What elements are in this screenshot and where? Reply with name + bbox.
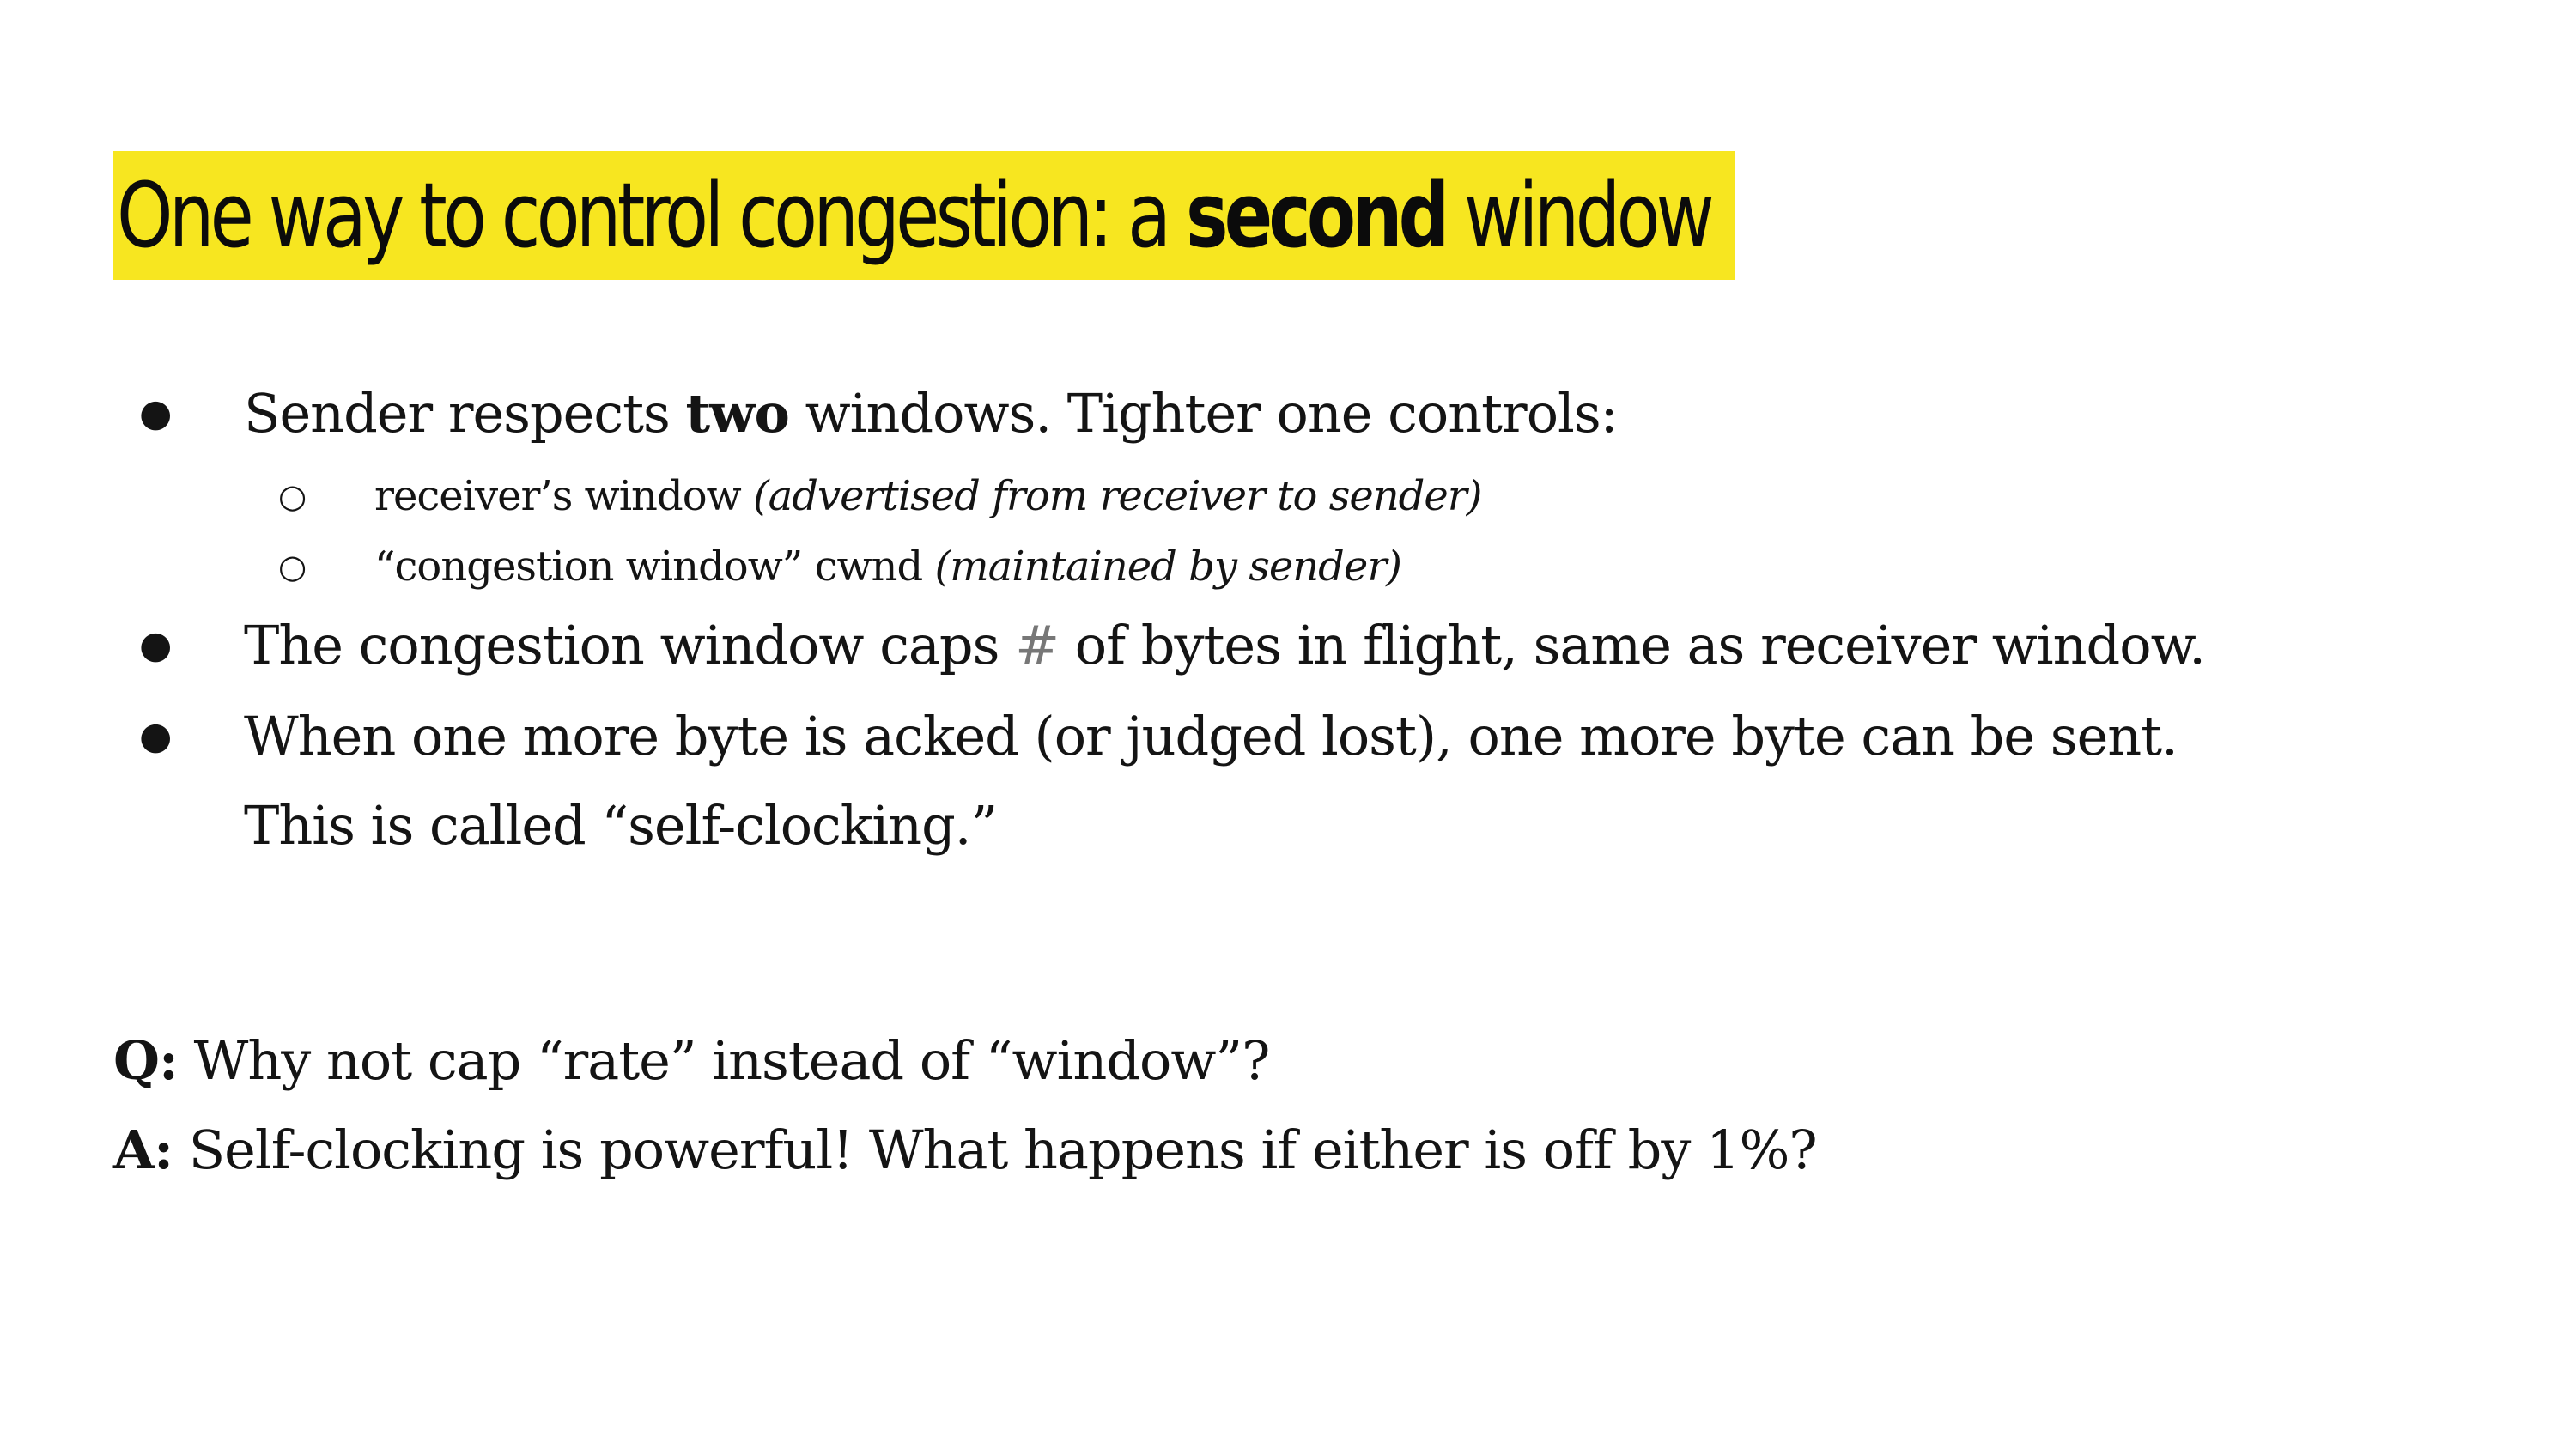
answer-text: Self-clocking is powerful! What happens if either is off by 1%? (173, 1119, 1817, 1181)
sub-bullet-icon: ○ (278, 548, 307, 585)
sub-2-italic: (maintained by sender) (934, 543, 1401, 591)
bullet-item-1 (244, 369, 1618, 458)
question-line (113, 1016, 1269, 1106)
slide-title (117, 163, 1710, 268)
hash-symbol: # (1015, 614, 1060, 676)
title-bold: second (1186, 163, 1446, 268)
bullet-2-before: The congestion window caps (244, 614, 1016, 676)
question-text: Why not cap “rate” instead of “window”? (177, 1029, 1270, 1092)
bullet-item-3-line2: This is called “self-clocking.” (244, 794, 998, 857)
answer-label: A: (113, 1119, 173, 1181)
answer-line (113, 1106, 1817, 1195)
bullet-1-bold: two (685, 382, 789, 445)
sub-2-text: “congestion window” cwnd (374, 543, 935, 591)
bullet-2-after: of bytes in flight, same as receiver window. (1059, 614, 2205, 676)
title-part2: window (1445, 163, 1710, 268)
bullet-1-after: windows. Tighter one controls: (788, 382, 1618, 445)
bullet-1-before: Sender respects (244, 382, 686, 445)
title-highlight (113, 151, 1735, 280)
sub-1-italic: (advertised from receiver to sender) (752, 472, 1482, 520)
bullet-icon: ● (139, 714, 173, 758)
bullet-item-3-line1: When one more byte is acked (or judged lost), one more byte can be sent. (244, 705, 2178, 767)
question-label: Q: (113, 1029, 178, 1092)
bullet-item-2 (244, 601, 2205, 690)
title-part1: One way to control congestion: a (117, 163, 1186, 268)
sub-bullet-item-1 (374, 462, 1481, 530)
sub-bullet-item-2 (374, 532, 1401, 601)
sub-bullet-icon: ○ (278, 477, 307, 515)
bullet-icon: ● (139, 391, 173, 435)
sub-1-text: receiver’s window (374, 472, 753, 520)
bullet-icon: ● (139, 623, 173, 667)
